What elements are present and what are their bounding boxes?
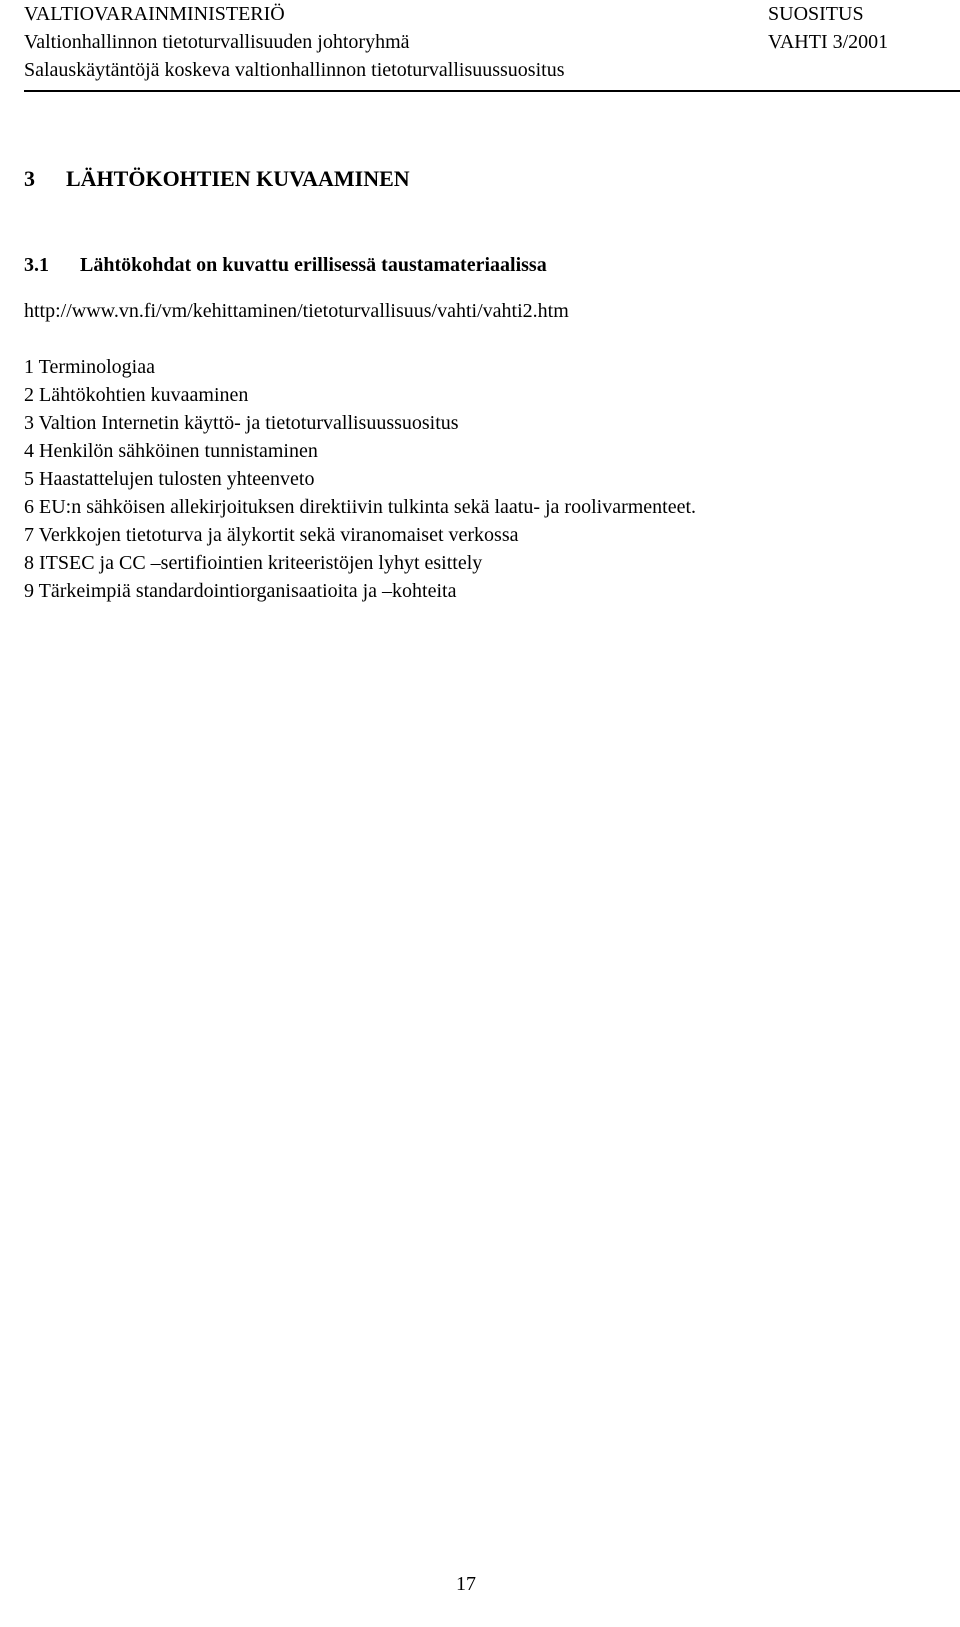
document-title: Salauskäytäntöjä koskeva valtionhallinnon tietoturvallisuussuositus	[24, 59, 565, 81]
list-item: 3 Valtion Internetin käyttö- ja tietoturvallisuussuositus	[24, 412, 459, 434]
header-divider	[24, 90, 960, 92]
chapter-number: 3	[24, 166, 35, 191]
ministry-name: VALTIOVARAINMINISTERIÖ	[24, 3, 285, 25]
document-code: VAHTI 3/2001	[768, 31, 889, 53]
section-title: Lähtökohdat on kuvattu erillisessä taustamateriaalissa	[80, 254, 547, 276]
committee-name: Valtionhallinnon tietoturvallisuuden johtoryhmä	[24, 31, 410, 53]
list-item: 4 Henkilön sähköinen tunnistaminen	[24, 440, 318, 462]
contents-list	[24, 353, 696, 605]
header-row-3	[24, 56, 954, 84]
page-number: 17	[456, 1573, 476, 1595]
section-number: 3.1	[24, 254, 49, 276]
document-type: SUOSITUS	[768, 3, 864, 25]
section-heading	[24, 254, 547, 277]
chapter-title: LÄHTÖKOHTIEN KUVAAMINEN	[66, 166, 410, 191]
chapter-heading	[24, 166, 410, 192]
list-item: 6 EU:n sähköisen allekirjoituksen direktiivin tulkinta sekä laatu- ja roolivarmenteet.	[24, 496, 697, 518]
list-item: 2 Lähtökohtien kuvaaminen	[24, 384, 249, 406]
list-item: 8 ITSEC ja CC –sertifiointien kriteeristöjen lyhyt esittely	[24, 552, 483, 574]
list-item: 1 Terminologiaa	[24, 356, 155, 378]
list-item: 5 Haastattelujen tulosten yhteenveto	[24, 468, 315, 490]
header-row-1	[24, 0, 954, 28]
header-row-2	[24, 28, 954, 56]
list-item: 7 Verkkojen tietoturva ja älykortit sekä viranomaiset verkossa	[24, 524, 519, 546]
page-header	[24, 0, 954, 84]
reference-url: http://www.vn.fi/vm/kehittaminen/tietoturvallisuus/vahti/vahti2.htm	[24, 300, 569, 322]
list-item: 9 Tärkeimpiä standardointiorganisaatioita ja –kohteita	[24, 580, 457, 602]
